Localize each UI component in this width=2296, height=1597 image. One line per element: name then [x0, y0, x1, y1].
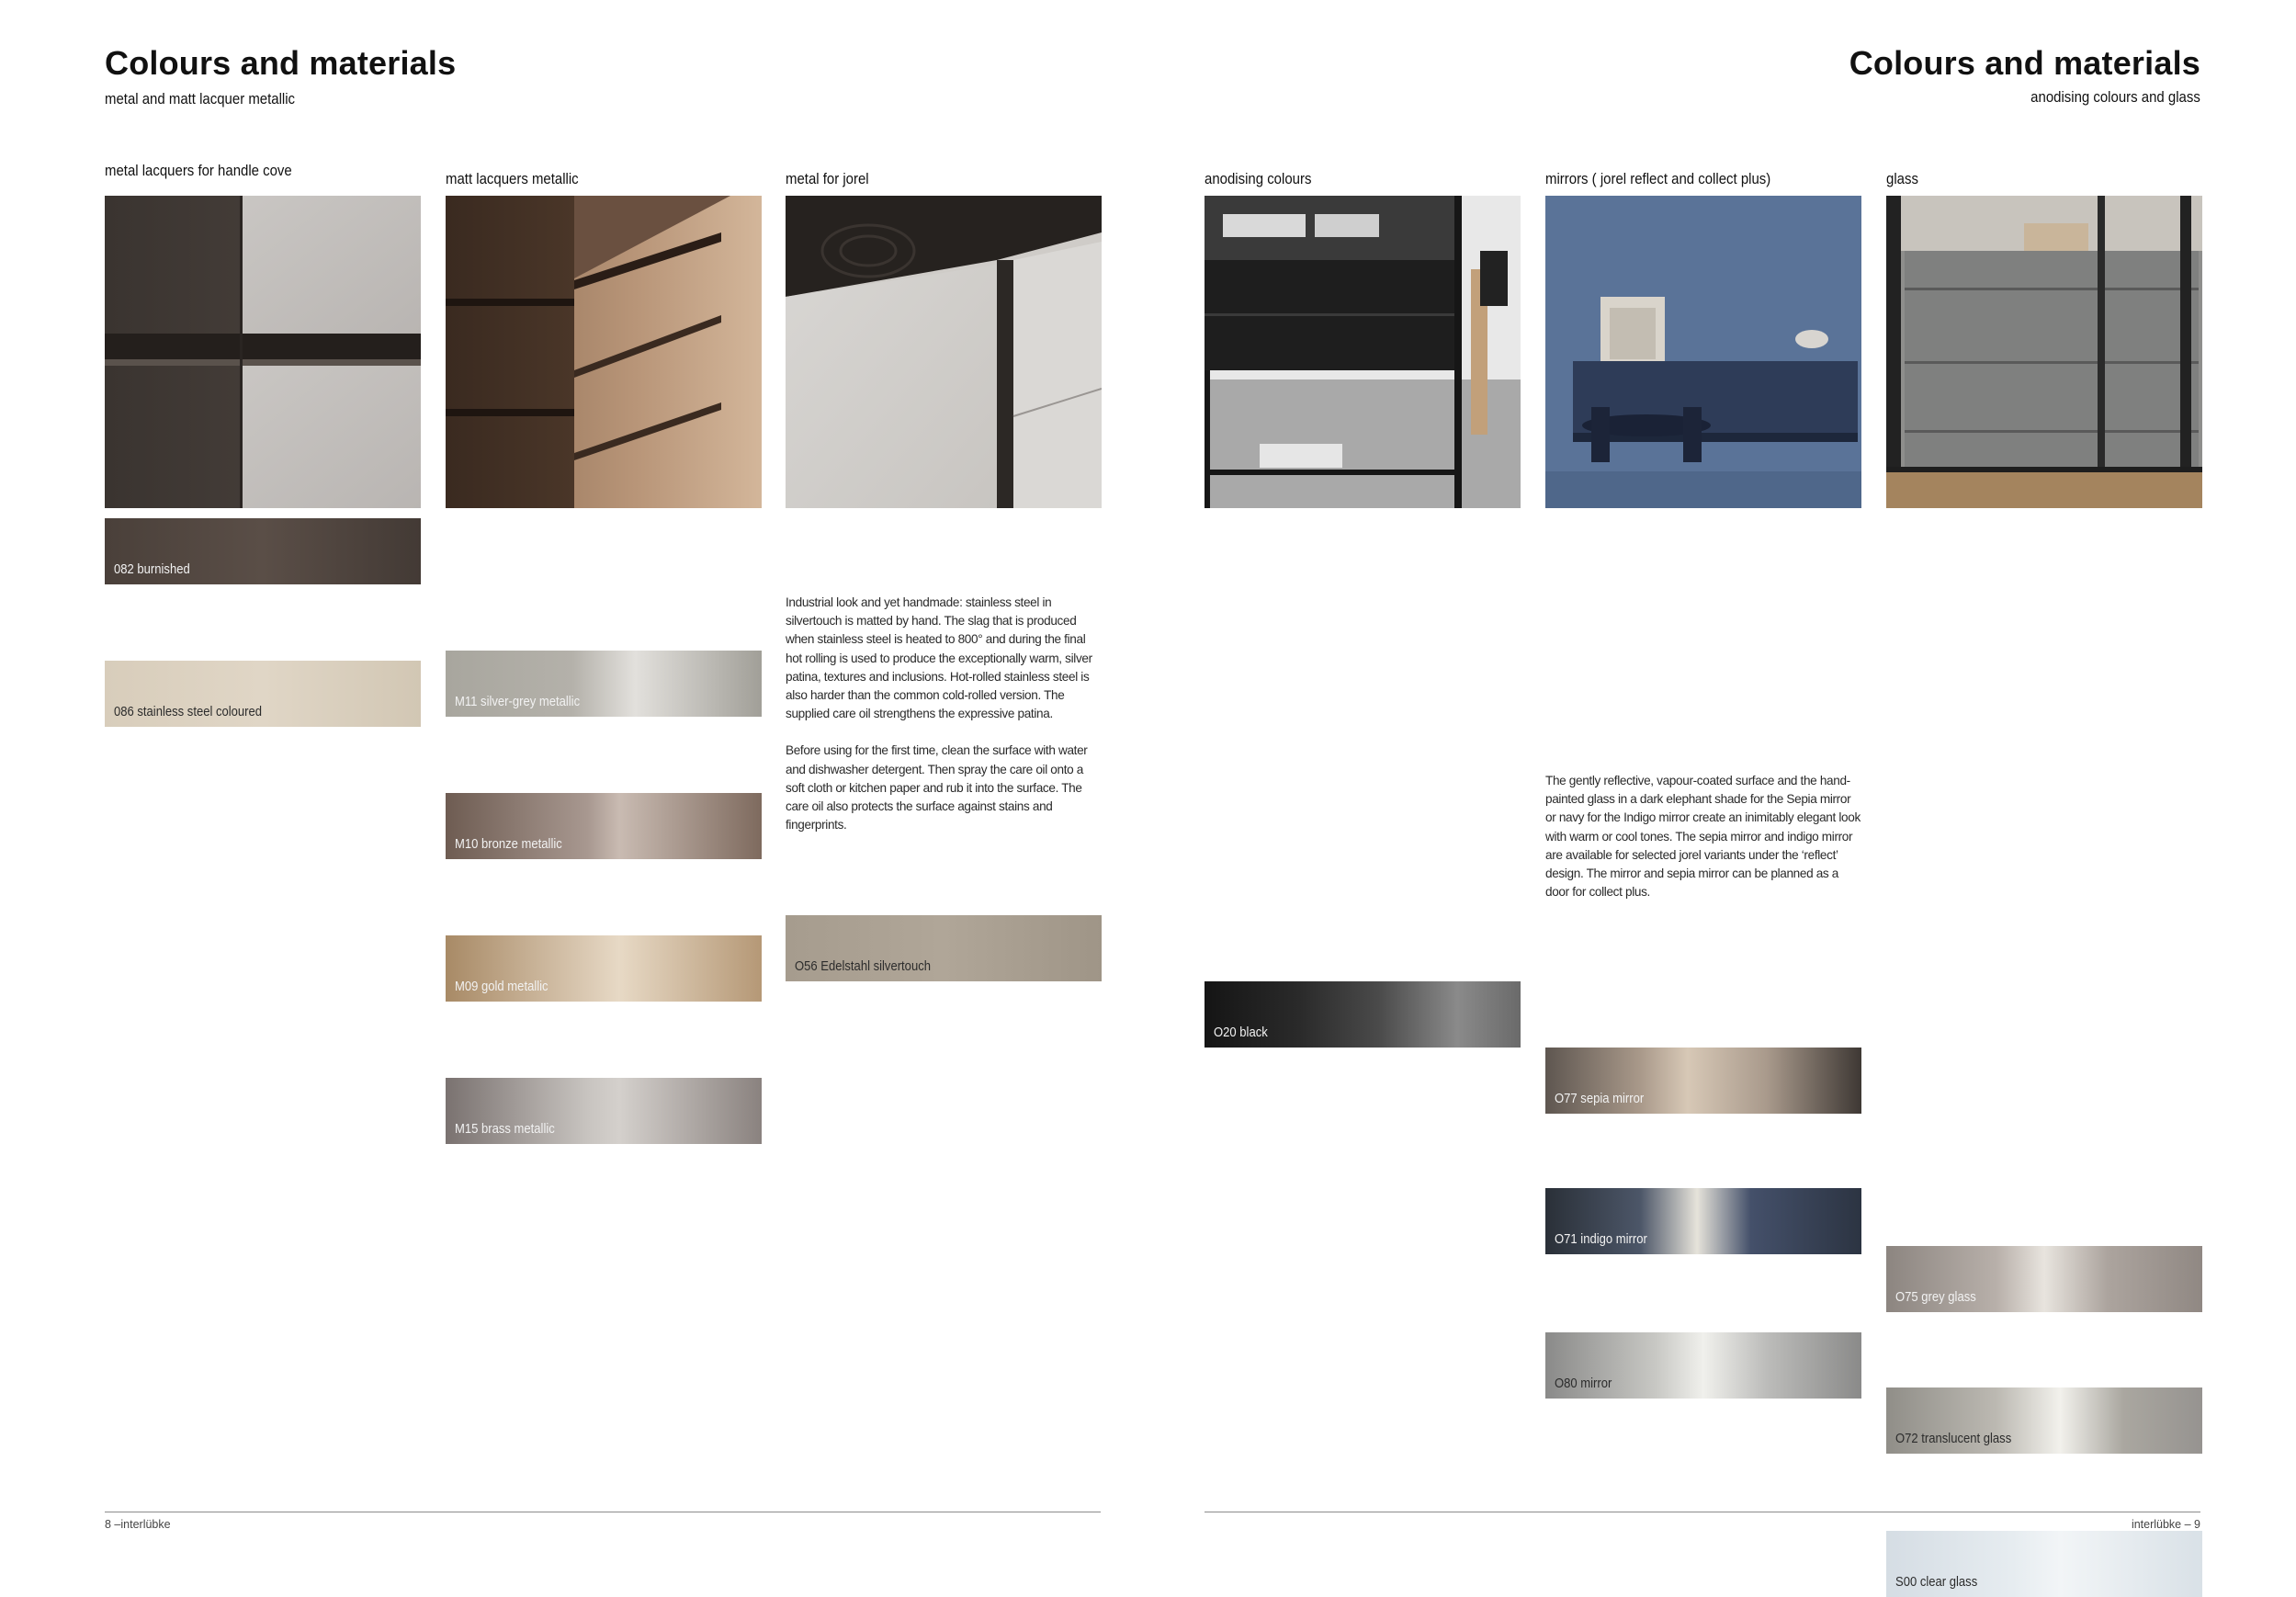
dark-metal-cove-image — [105, 196, 421, 508]
blue-room-mirror-image — [1545, 196, 1861, 508]
column-heading-metal-for-jorel: metal for jorel — [786, 170, 869, 187]
swatch-label: O72 translucent glass — [1895, 1432, 2012, 1446]
swatch-o77-sepia-mirror — [1545, 1048, 1861, 1114]
swatch-o56-edelstahl-silvertouch — [786, 915, 1102, 981]
right-page-subtitle: anodising colours and glass — [2030, 88, 2200, 106]
swatch-label: 086 stainless steel coloured — [114, 705, 263, 719]
right-page-footer: interlübke – 9 — [2131, 1518, 2200, 1531]
swatch-label: O77 sepia mirror — [1555, 1092, 1645, 1106]
swatch-m11-silver-grey-metallic — [446, 651, 762, 717]
swatch-label: O20 black — [1214, 1025, 1268, 1040]
column-heading-anodising-colours: anodising colours — [1205, 170, 1312, 187]
paragraph: Before using for the first time, clean the surface with water and dishwasher detergent. Then spray the care oil onto a soft cloth or kitchen paper and rub it into the surface. The care oil also protects the surface against stains and fingerprints. — [786, 743, 1088, 832]
swatch-label: M11 silver-grey metallic — [455, 695, 581, 709]
column-heading-glass: glass — [1886, 170, 1918, 187]
column-heading-mirrors: mirrors ( jorel reflect and collect plus) — [1545, 170, 1771, 187]
swatch-m09-gold-metallic — [446, 935, 762, 1002]
swatch-o75-grey-glass — [1886, 1246, 2202, 1312]
jorel-metal-description — [786, 594, 1102, 853]
swatch-082-burnished — [105, 518, 421, 584]
swatch-label: O80 mirror — [1555, 1376, 1612, 1391]
swatch-086-stainless-steel-coloured — [105, 661, 421, 727]
left-page-title: Colours and materials — [105, 44, 457, 82]
mirror-description — [1545, 772, 1861, 920]
swatch-label: 082 burnished — [114, 562, 190, 577]
jorel-sideboard-image — [786, 196, 1102, 508]
column-heading-matt-lacquers: matt lacquers metallic — [446, 170, 579, 187]
black-shelf-unit-image — [1205, 196, 1521, 508]
swatch-s00-clear-glass — [1886, 1531, 2202, 1597]
column-heading-metal-lacquers: metal lacquers for handle cove — [105, 162, 292, 179]
swatch-label: O75 grey glass — [1895, 1290, 1976, 1305]
swatch-m10-bronze-metallic — [446, 793, 762, 859]
swatch-label: M15 brass metallic — [455, 1122, 555, 1137]
glass-cabinet-image — [1886, 196, 2202, 508]
bronze-drawer-corner-image — [446, 196, 762, 508]
swatch-o80-mirror — [1545, 1332, 1861, 1399]
left-page-footer: 8 –interlübke — [105, 1518, 171, 1531]
swatch-label: M09 gold metallic — [455, 980, 549, 994]
paragraph: The gently reflective, vapour-coated surface and the hand-painted glass in a dark elephant shade for the Sepia mirror or navy for the Indigo mirror create an inimitably elegant look with warm or cool tones. The sepia mirror and indigo mirror are available for selected jorel variants under the ‘reflect’ design. The mirror and sepia mirror can be planned as a door for collect plus. — [1545, 774, 1861, 900]
left-page-subtitle: metal and matt lacquer metallic — [105, 90, 296, 108]
swatch-label: S00 clear glass — [1895, 1575, 1978, 1590]
swatch-o20-black — [1205, 981, 1521, 1048]
paragraph: Industrial look and yet handmade: stainless steel in silvertouch is matted by hand. The slag that is produced when stainless steel is heated to 800° and during the final hot rolling is used to produce the exceptionally warm, silver patina, textures and inclusions. Hot-rolled stainless steel is also harder than the common cold-rolled version. The supplied care oil strengthens the expressive patina. — [786, 595, 1092, 721]
swatch-label: O56 Edelstahl silvertouch — [795, 959, 931, 974]
swatch-o72-translucent-glass — [1886, 1387, 2202, 1454]
swatch-label: O71 indigo mirror — [1555, 1232, 1647, 1247]
swatch-label: M10 bronze metallic — [455, 837, 562, 852]
swatch-m15-brass-metallic — [446, 1078, 762, 1144]
swatch-o71-indigo-mirror — [1545, 1188, 1861, 1254]
right-page-title: Colours and materials — [1849, 44, 2200, 82]
